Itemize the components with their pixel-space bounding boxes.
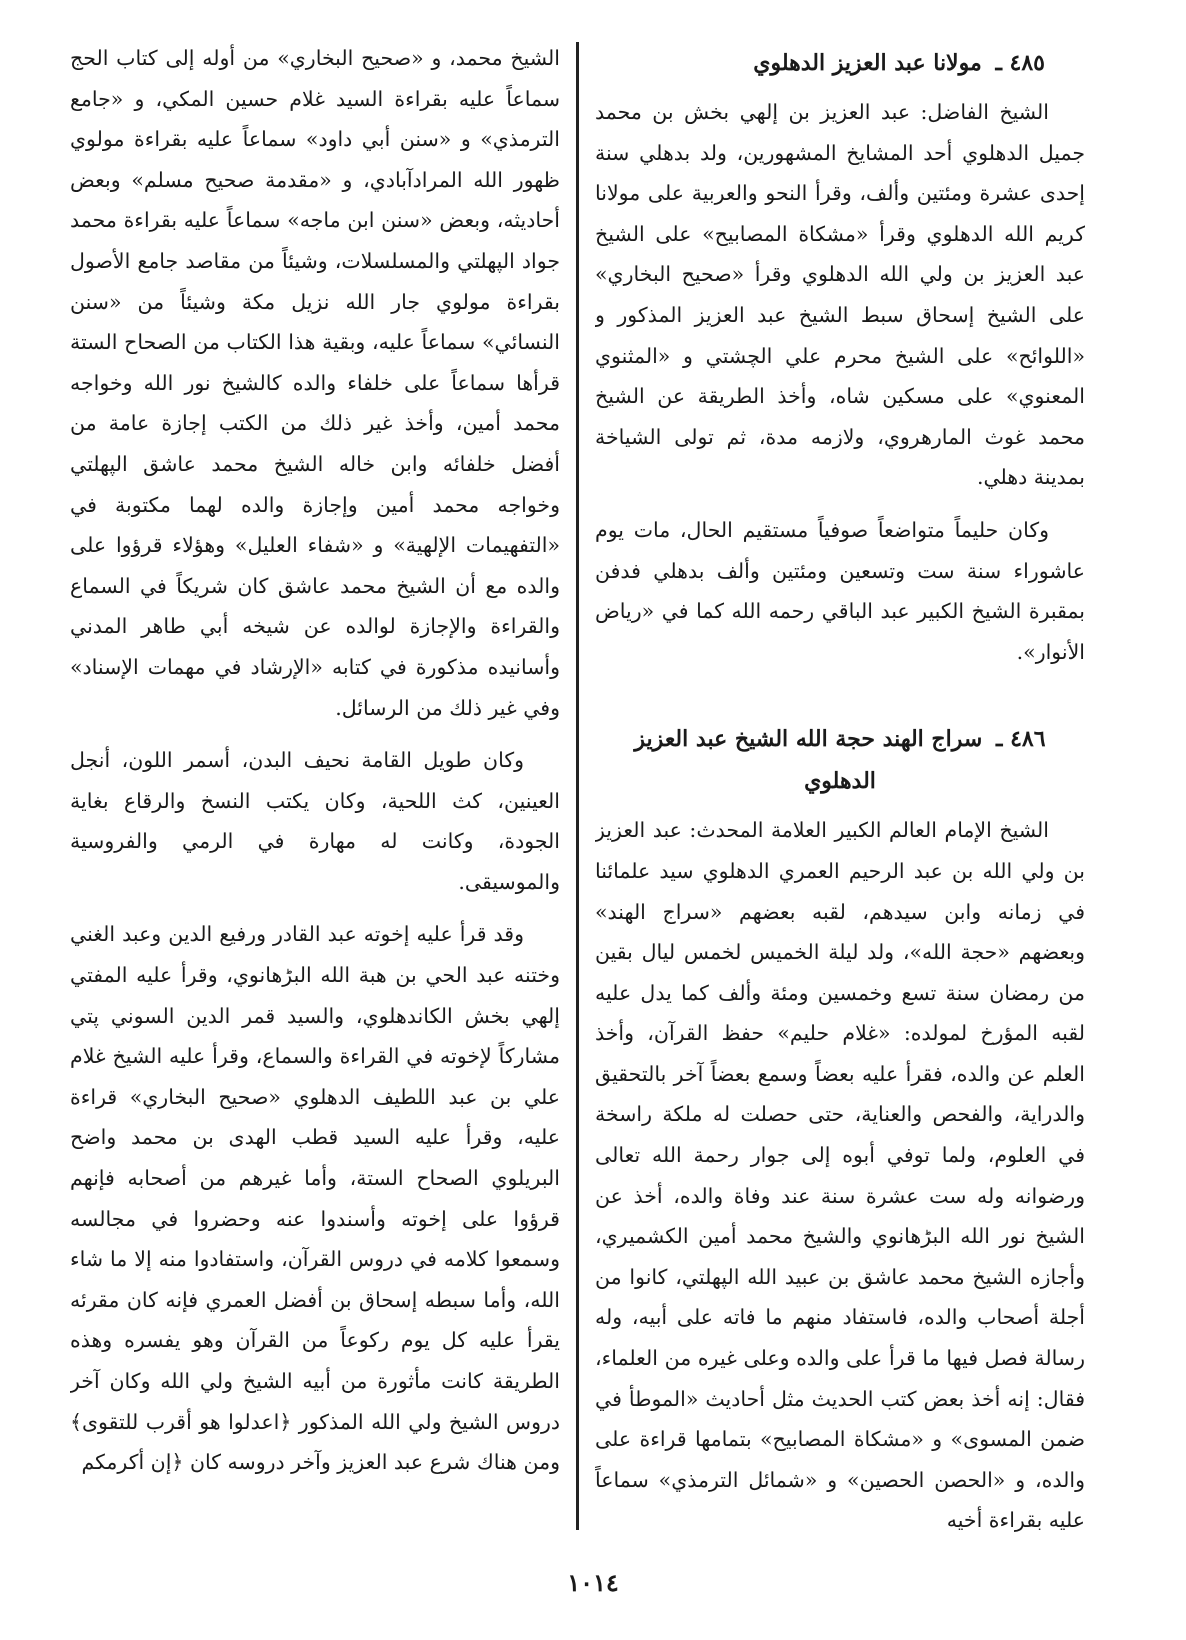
entry-486-heading (595, 718, 1085, 802)
column-divider (576, 42, 579, 1530)
left-column-paragraph: وكان طويل القامة نحيف البدن، أسمر اللون، أنجل العينين، كث اللحية، وكان يكتب النسخ والرقاع بغاية الجودة، وكانت له مهارة في الرمي والفروسية والموسيقى. (70, 748, 560, 894)
entry-485-heading (595, 42, 1085, 84)
entry-486-title: سراج الهند حجة الله الشيخ عبد العزيز الدهلوي (634, 726, 983, 795)
page-number: ١٠١٤ (567, 1568, 619, 1597)
right-column (595, 38, 1085, 1573)
entry-486-number: ٤٨٦ ـ (996, 726, 1046, 753)
left-column-paragraph: الشيخ محمد، و «صحيح البخاري» من أوله إلى كتاب الحج سماعاً عليه بقراءة السيد غلام حسين المكي، و «جامع الترمذي» و «سنن أبي داود» سماعاً عليه بقراءة مولوي ظهور الله المرادآبادي، و «مقدمة صحيح مسلم» وبعض أحاديثه، وبعض «سنن ابن ماجه» سماعاً عليه بقراءة محمد جواد الپهلتي والمسلسلات، وشيئاً من مقاصد جامع الأصول بقراءة مولوي جار الله نزيل مكة وشيئاً من «سنن النسائي» سماعاً عليه، وبقية هذا الكتاب من الصحاح الستة قرأها سماعاً على خلفاء والده كالشيخ نور الله وخواجه محمد أمين، وأخذ غير ذلك من الكتب إجازة عامة من أفضل خلفائه وابن خاله الشيخ محمد عاشق الپهلتي وخواجه محمد أمين وإجازة والده لهما مكتوبة في «التفهيمات الإلهية» و «شفاء العليل» وهؤلاء قرؤوا على والده مع أن الشيخ محمد عاشق كان شريكاً في السماع والقراءة والإجازة لوالده عن شيخه أبي طاهر المدني وأسانيده مذكورة في كتابه «الإرشاد في مهمات الإسناد» وفي غير ذلك من الرسائل. (70, 46, 560, 720)
left-column-paragraph: وقد قرأ عليه إخوته عبد القادر ورفيع الدين وعبد الغني وختنه عبد الحي بن هبة الله البڑهانوي، وقرأ عليه المفتي إلهي بخش الكاندهلوي، والسيد قمر الدين السوني پتي مشاركاً لإخوته في القراءة والسماع، وقرأ عليه الشيخ غلام علي بن عبد اللطيف الدهلوي «صحيح البخاري» قراءة عليه، وقرأ عليه السيد قطب الهدى بن محمد واضح البريلوي الصحاح الستة، وأما غيرهم من أصحابه فإنهم قرؤوا على إخوته وأسندوا عنه وحضروا في مجالسه وسمعوا كلامه في دروس القرآن، واستفادوا منه إلا ما شاء الله، وأما سبطه إسحاق بن أفضل العمري فإنه كان مقرئه يقرأ عليه كل يوم ركوعاً من القرآن وهو يفسره وهذه الطريقة كانت مأثورة من أبيه الشيخ ولي الله وكان آخر دروس الشيخ ولي الله المذكور ﴿اعدلوا هو أقرب للتقوى﴾ ومن هناك شرع عبد العزيز وآخر دروسه كان ﴿إن أكرمكم (70, 922, 560, 1475)
entry-485-title: مولانا عبد العزيز الدهلوي (753, 50, 982, 76)
entry-486-paragraph: الشيخ الإمام العالم الكبير العلامة المحدث: عبد العزيز بن ولي الله بن عبد الرحيم العمري الدهلوي سيد علمائنا في زمانه وابن سيدهم، لقبه بعضهم «سراج الهند» وبعضهم «حجة الله»، ولد ليلة الخميس لخمس ليال بقين من رمضان سنة تسع وخمسين ومئة وألف كما يدل عليه لقبه المؤرخ لمولده: «غلام حليم» حفظ القرآن، وأخذ العلم عن والده، فقرأ عليه بعضاً وسمع بعضاً آخر بالتحقيق والدراية، والفحص والعناية، حتى حصلت له ملكة راسخة في العلوم، ولما توفي أبوه إلى جوار رحمة الله تعالى ورضوانه وله ست عشرة سنة عند وفاة والده، أخذ عن الشيخ نور الله البڑهانوي والشيخ محمد أمين الكشميري، وأجازه الشيخ محمد عاشق بن عبيد الله الپهلتي، كانوا من أجلة أصحاب والده، فاستفاد منهم ما فاته على أبيه، وله رسالة فصل فيها ما قرأ على والده وعلى غيره من العلماء، فقال: إنه أخذ بعض كتب الحديث مثل أحاديث «الموطأ في ضمن المسوى» و «مشكاة المصابيح» بتمامها قراءة على والده، و «الحصن الحصين» و «شمائل الترمذي» سماعاً عليه بقراءة أخيه (595, 818, 1085, 1533)
entry-485-paragraph: وكان حليماً متواضعاً صوفياً مستقيم الحال، مات يوم عاشوراء سنة ست وتسعين ومئتين وألف بدهلي فدفن بمقبرة الشيخ الكبير عبد الباقي رحمه الله كما في «رياض الأنوار». (595, 517, 1085, 664)
left-column (70, 38, 560, 1573)
entry-485-paragraph: الشيخ الفاضل: عبد العزيز بن إلهي بخش بن محمد جميل الدهلوي أحد المشايخ المشهورين، ولد بدهلي سنة إحدى عشرة ومئتين وألف، وقرأ النحو والعربية على مولانا كريم الله الدهلوي وقرأ «مشكاة المصابيح» على الشيخ عبد العزيز بن ولي الله الدهلوي وقرأ «صحيح البخاري» على الشيخ إسحاق سبط الشيخ عبد العزيز المذكور و «اللوائح» على الشيخ محرم علي الچشتي و «المثنوي المعنوي» على مسكين شاه، وأخذ الطريقة عن الشيخ محمد غوث المارهروي، ولازمه مدة، ثم تولى الشياخة بمدينة دهلي. (595, 100, 1085, 490)
entry-485-number: ٤٨٥ ـ (995, 50, 1045, 76)
